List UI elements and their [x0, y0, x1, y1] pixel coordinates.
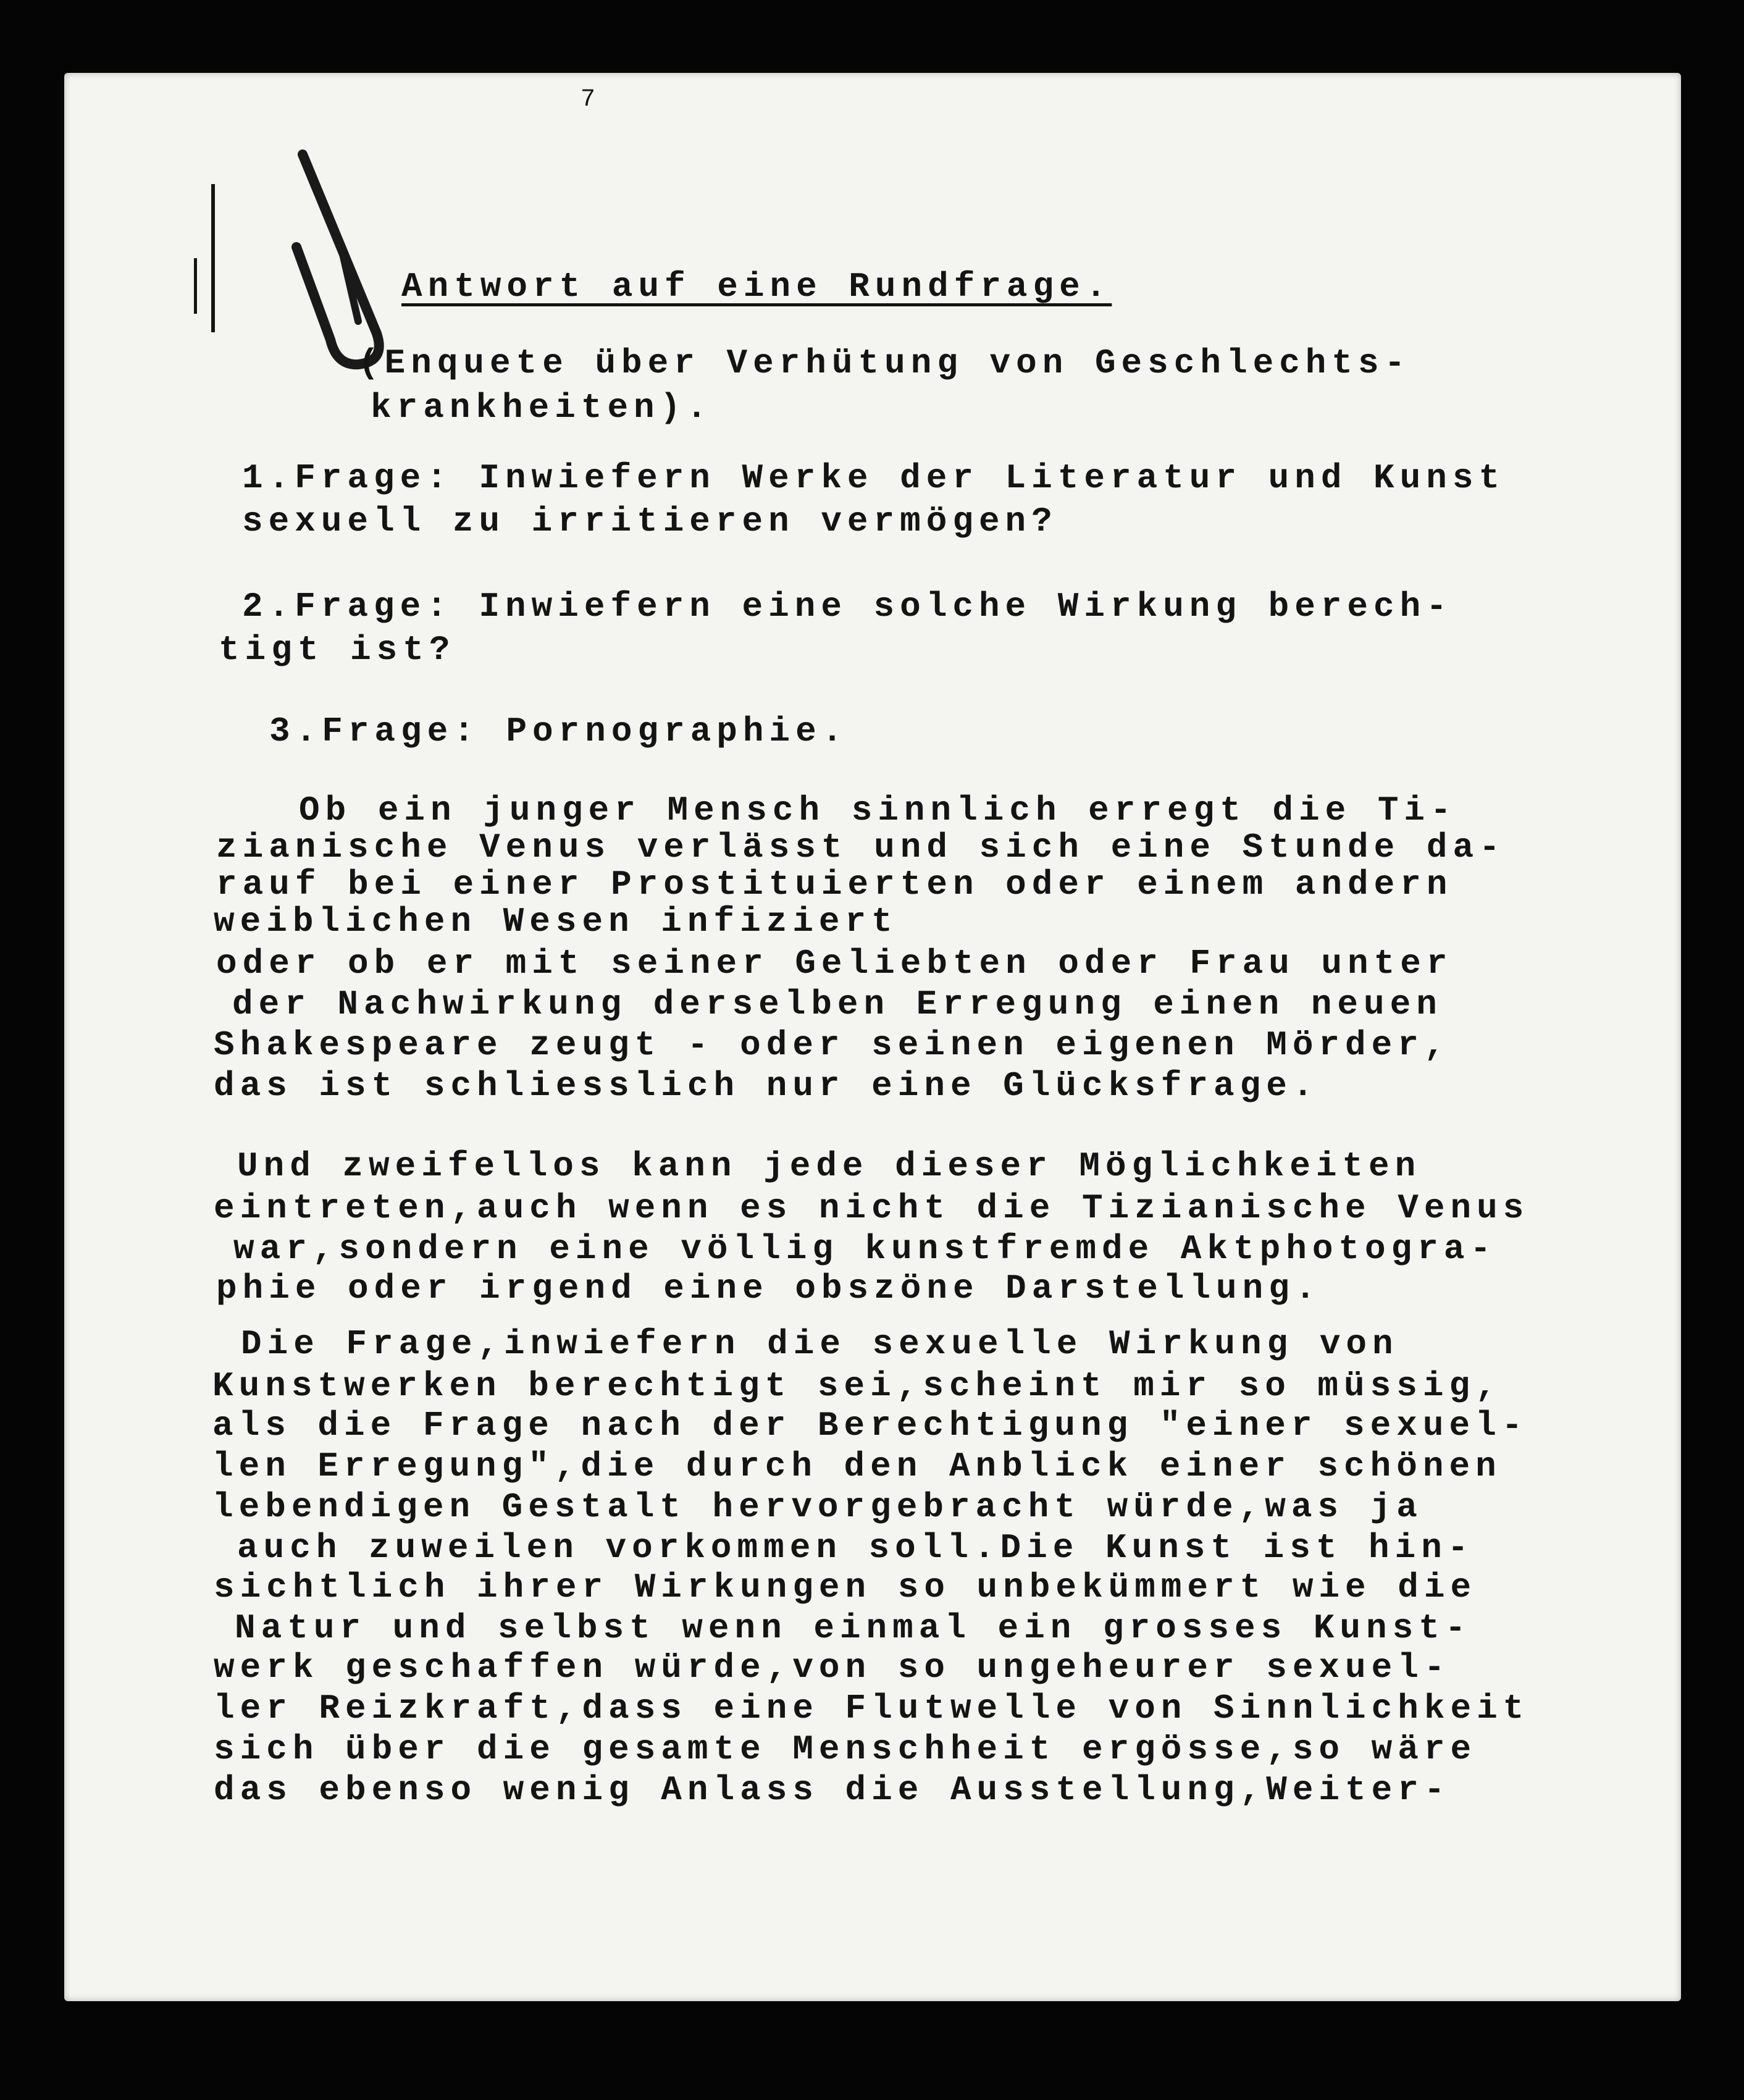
- paragraph-line: lebendigen Gestalt hervorgebracht würde,was ja: [212, 1487, 1423, 1527]
- paragraph-line: rauf bei einer Prostituierten oder einem andern: [216, 865, 1453, 904]
- paragraph-line: Shakespeare zeugt - oder seinen eigenen Mörder,: [214, 1025, 1451, 1065]
- paperclip-icon: [284, 148, 395, 371]
- page-number: 7: [581, 86, 596, 114]
- question-line: 2.Frage: Inwiefern eine solche Wirkung berech-: [242, 587, 1453, 626]
- paragraph-line: auch zuweilen vorkommen soll.Die Kunst ist hin-: [237, 1528, 1474, 1568]
- paragraph-line: zianische Venus verlässt und sich eine Stunde da-: [216, 828, 1506, 867]
- paragraph-line: Und zweifellos kann jede dieser Möglichkeiten: [237, 1146, 1422, 1186]
- paragraph-line: Ob ein junger Mensch sinnlich erregt die Ti-: [299, 791, 1457, 830]
- paragraph-line: ler Reizkraft,dass eine Flutwelle von Sinnlichkeit: [214, 1689, 1530, 1728]
- paragraph-line: weiblichen Wesen infiziert: [214, 902, 898, 941]
- paragraph-line: werk geschaffen würde,von so ungeheurer sexuel-: [214, 1648, 1451, 1687]
- margin-mark: [194, 258, 197, 314]
- paragraph-line: Die Frage,inwiefern die sexuelle Wirkung von: [241, 1324, 1399, 1364]
- page-title: Antwort auf eine Rundfrage.: [401, 267, 1112, 306]
- paragraph-line: als die Frage nach der Berechtigung "einer sexuel-: [212, 1406, 1528, 1445]
- paragraph-line: eintreten,auch wenn es nicht die Tizianische Venus: [214, 1188, 1530, 1228]
- paragraph-line: das ebenso wenig Anlass die Ausstellung,Weiter-: [214, 1770, 1451, 1810]
- paragraph-line: Kunstwerken berechtigt sei,scheint mir so müssig,: [212, 1366, 1502, 1406]
- paragraph-line: phie oder irgend eine obszöne Darstellung.: [216, 1269, 1322, 1308]
- subtitle-line: krankheiten).: [371, 388, 713, 427]
- paragraph-line: war,sondern eine völlig kunstfremde Aktphotogra-: [233, 1229, 1497, 1269]
- paragraph-line: Natur und selbst wenn einmal ein grosses Kunst-: [235, 1608, 1472, 1648]
- paragraph-line: sich über die gesamte Menschheit ergösse,so wäre: [214, 1729, 1477, 1769]
- paragraph-line: der Nachwirkung derselben Erregung einen neuen: [232, 985, 1443, 1024]
- paragraph-line: oder ob er mit seiner Geliebten oder Frau unter: [216, 944, 1453, 983]
- question-line: sexuell zu irritieren vermögen?: [242, 502, 1058, 541]
- question-line: 1.Frage: Inwiefern Werke der Literatur und Kunst: [242, 458, 1506, 498]
- question-line: tigt ist?: [219, 630, 456, 670]
- paragraph-line: das ist schliesslich nur eine Glücksfrage.: [214, 1066, 1319, 1106]
- paragraph-line: sichtlich ihrer Wirkungen so unbekümmert wie die: [214, 1568, 1477, 1607]
- margin-mark: [211, 184, 215, 332]
- question-line: 3.Frage: Pornographie.: [269, 712, 849, 751]
- subtitle-line: (Enquete über Verhütung von Geschlechts-: [358, 343, 1411, 383]
- paragraph-line: len Erregung",die durch den Anblick einer schönen: [212, 1447, 1502, 1486]
